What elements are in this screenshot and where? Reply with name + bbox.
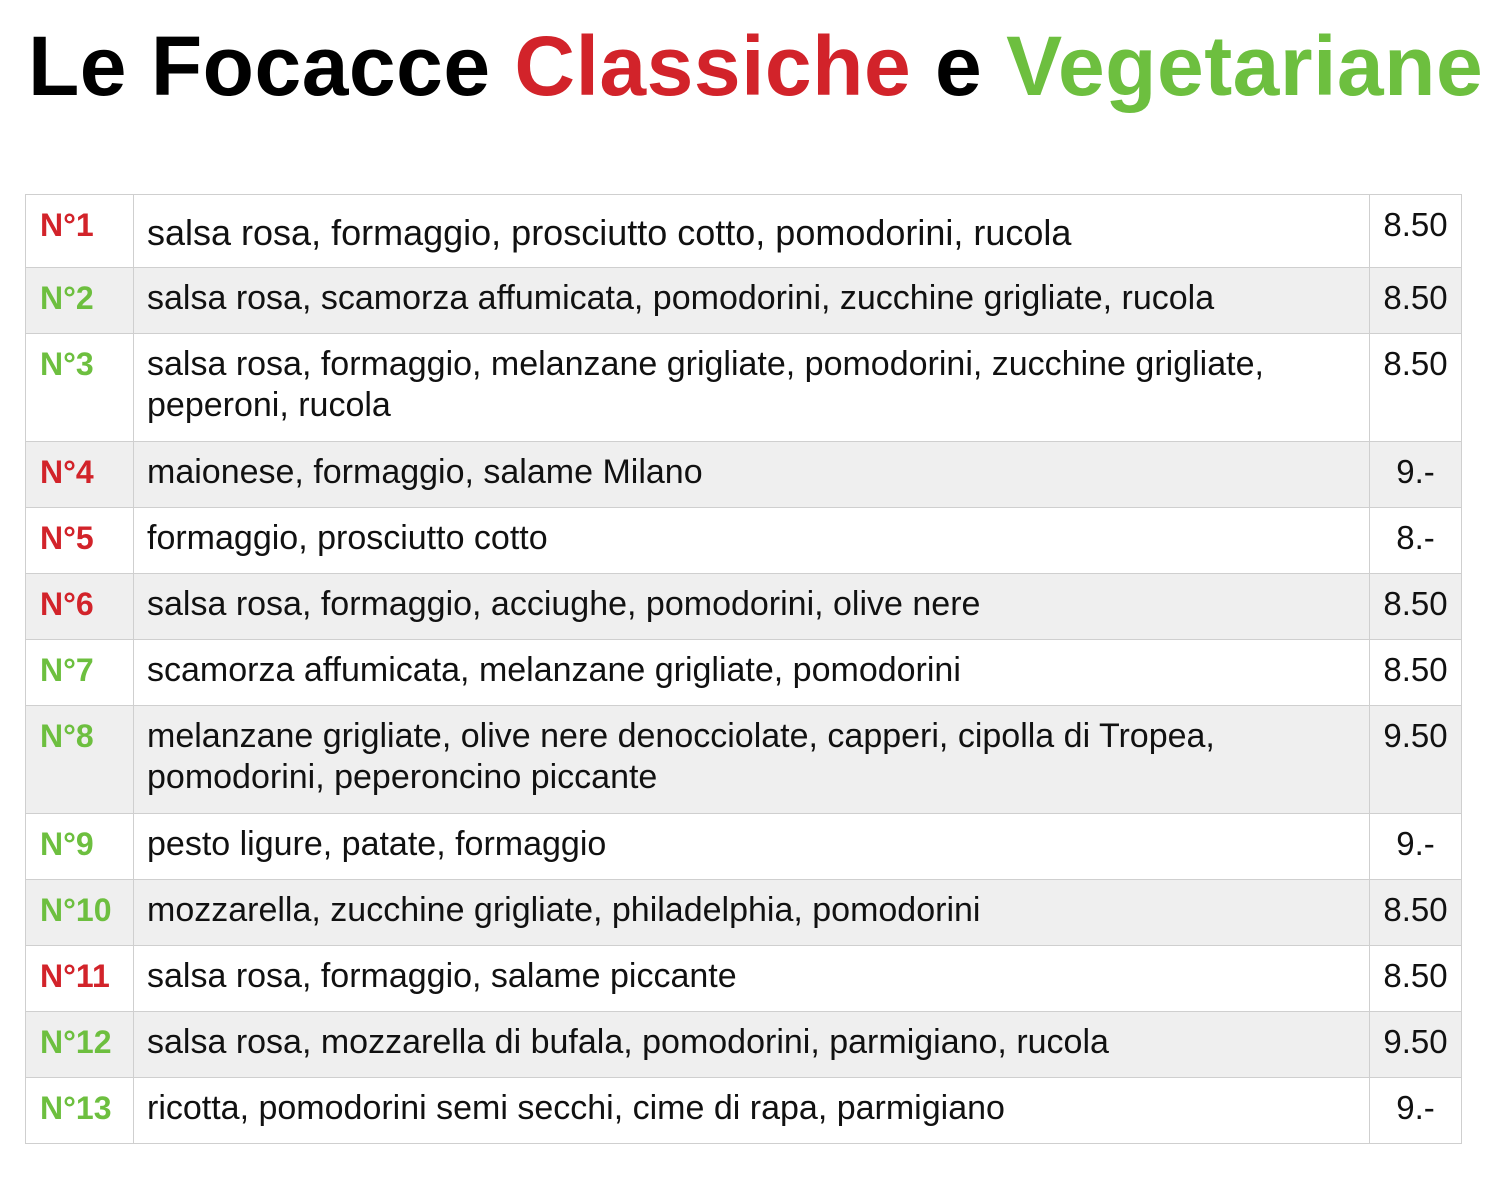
title-part-1: Le Focacce	[28, 19, 515, 113]
item-price: 9.50	[1370, 706, 1462, 814]
table-row	[26, 640, 1462, 706]
table-row	[26, 814, 1462, 880]
table-row	[26, 706, 1462, 814]
item-price: 8.50	[1370, 640, 1462, 706]
item-price: 9.-	[1370, 1078, 1462, 1144]
table-row	[26, 268, 1462, 334]
item-price: 9.-	[1370, 814, 1462, 880]
title-part-3: e	[911, 19, 1007, 113]
table-row	[26, 880, 1462, 946]
table-row	[26, 946, 1462, 1012]
table-row	[26, 334, 1462, 442]
item-ingredients: pesto ligure, patate, formaggio	[134, 814, 1370, 880]
item-number: N°11	[26, 946, 134, 1012]
item-number: N°6	[26, 574, 134, 640]
item-number: N°2	[26, 268, 134, 334]
item-ingredients: salsa rosa, mozzarella di bufala, pomodorini, parmigiano, rucola	[134, 1012, 1370, 1078]
item-ingredients: salsa rosa, scamorza affumicata, pomodorini, zucchine grigliate, rucola	[134, 268, 1370, 334]
item-ingredients: salsa rosa, formaggio, prosciutto cotto, pomodorini, rucola	[134, 195, 1370, 268]
item-ingredients: ricotta, pomodorini semi secchi, cime di rapa, parmigiano	[134, 1078, 1370, 1144]
item-price: 8.50	[1370, 268, 1462, 334]
item-ingredients: salsa rosa, formaggio, salame piccante	[134, 946, 1370, 1012]
item-ingredients: maionese, formaggio, salame Milano	[134, 442, 1370, 508]
table-row	[26, 508, 1462, 574]
item-ingredients: formaggio, prosciutto cotto	[134, 508, 1370, 574]
item-number: N°10	[26, 880, 134, 946]
item-number: N°4	[26, 442, 134, 508]
item-number: N°9	[26, 814, 134, 880]
item-ingredients: melanzane grigliate, olive nere denocciolate, capperi, cipolla di Tropea, pomodorini, peperoncino piccante	[134, 706, 1370, 814]
table-row	[26, 442, 1462, 508]
item-price: 9.-	[1370, 442, 1462, 508]
item-number: N°13	[26, 1078, 134, 1144]
item-price: 8.50	[1370, 334, 1462, 442]
item-price: 8.-	[1370, 508, 1462, 574]
item-price: 8.50	[1370, 880, 1462, 946]
item-number: N°1	[26, 195, 134, 268]
focaccia-menu-table	[25, 194, 1462, 1144]
item-price: 8.50	[1370, 195, 1462, 268]
item-number: N°3	[26, 334, 134, 442]
item-ingredients: salsa rosa, formaggio, melanzane grigliate, pomodorini, zucchine grigliate, peperoni, rucola	[134, 334, 1370, 442]
item-number: N°12	[26, 1012, 134, 1078]
table-row	[26, 1012, 1462, 1078]
item-price: 9.50	[1370, 1012, 1462, 1078]
item-price: 8.50	[1370, 574, 1462, 640]
item-number: N°7	[26, 640, 134, 706]
title-classiche: Classiche	[514, 19, 912, 113]
item-number: N°8	[26, 706, 134, 814]
table-row	[26, 1078, 1462, 1144]
table-row	[26, 195, 1462, 268]
item-ingredients: mozzarella, zucchine grigliate, philadelphia, pomodorini	[134, 880, 1370, 946]
item-ingredients: scamorza affumicata, melanzane grigliate, pomodorini	[134, 640, 1370, 706]
menu-title	[28, 18, 1483, 114]
item-price: 8.50	[1370, 946, 1462, 1012]
item-ingredients: salsa rosa, formaggio, acciughe, pomodorini, olive nere	[134, 574, 1370, 640]
title-vegetariane: Vegetariane	[1006, 19, 1484, 113]
table-row	[26, 574, 1462, 640]
item-number: N°5	[26, 508, 134, 574]
